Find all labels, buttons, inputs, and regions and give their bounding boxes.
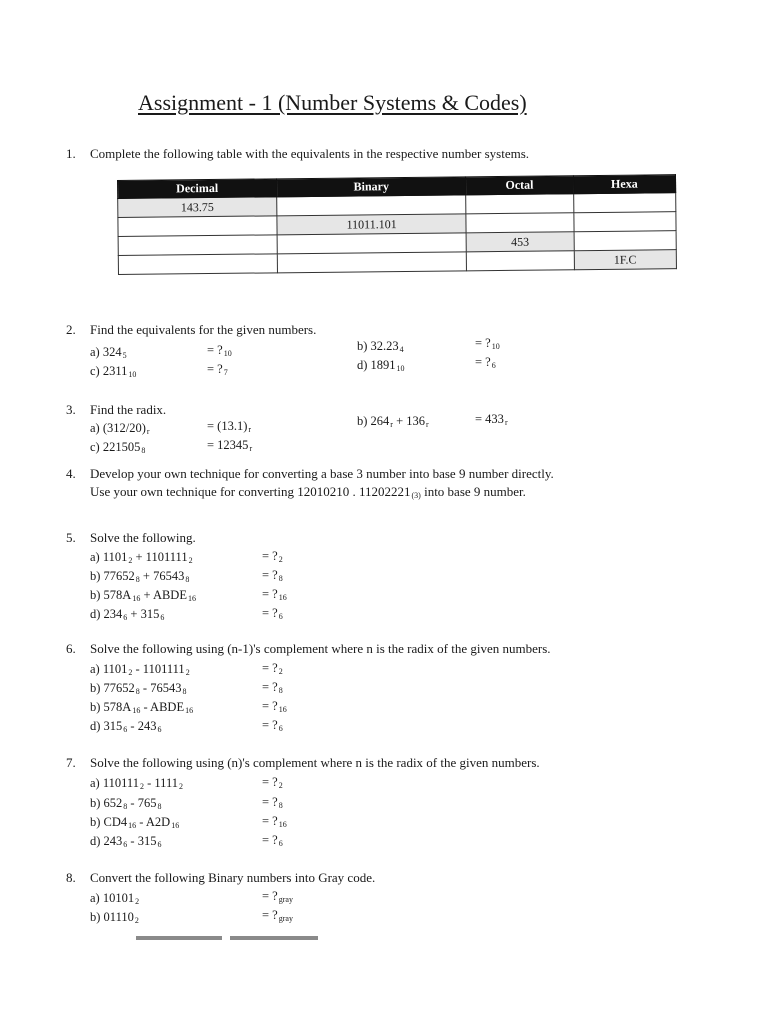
table-cell: 453 <box>466 232 574 252</box>
item-subscript: 8 <box>123 802 128 811</box>
header-octal: Octal <box>466 176 574 195</box>
q3-item-b <box>357 414 429 429</box>
result-subscript: r <box>504 418 508 427</box>
table-cell[interactable] <box>574 231 677 251</box>
header-decimal: Decimal <box>118 179 277 199</box>
q8-result-b <box>262 908 293 923</box>
result-subscript: gray <box>278 914 293 923</box>
result-label: = 433 <box>475 412 504 426</box>
item-operand: - 76543 <box>139 681 182 695</box>
question-number: 5. <box>66 530 76 545</box>
operand-subscript: 2 <box>178 782 183 791</box>
table-cell: 11011.101 <box>277 214 466 235</box>
footer-rule-right <box>230 936 318 940</box>
result-subscript: 16 <box>278 593 287 602</box>
question-text: Develop your own technique for converting a base 3 number into base 9 number directly. <box>90 466 554 481</box>
result-label: = ? <box>262 606 278 620</box>
operand-subscript: 16 <box>171 821 180 830</box>
item-subscript: 2 <box>134 916 139 925</box>
q2-item-c <box>90 364 136 379</box>
question-text: Solve the following using (n-1)'s complement where n is the radix of the given numbers. <box>90 641 551 656</box>
question-text: Use your own technique for converting 12010210 . 11202221 <box>90 484 411 499</box>
item-operand: + 76543 <box>139 569 185 583</box>
item-label: a) 1101 <box>90 550 128 564</box>
footer-rule-left <box>136 936 222 940</box>
result-label: = ? <box>475 355 491 369</box>
operand-subscript: 16 <box>185 706 194 715</box>
item-operand: + 136 <box>392 414 426 428</box>
result-label: = ? <box>262 833 278 847</box>
q7-item-d <box>90 834 161 849</box>
question-3 <box>66 402 166 418</box>
table-cell[interactable] <box>118 235 277 256</box>
result-subscript: r <box>248 425 252 434</box>
question-text: Solve the following using (n)'s complement where n is the radix of the given numbers. <box>90 755 540 770</box>
table-cell[interactable] <box>466 194 574 214</box>
q6-item-a <box>90 662 190 677</box>
q7-result-b <box>262 795 283 810</box>
q8-item-b <box>90 910 139 925</box>
result-subscript: 6 <box>278 612 283 621</box>
q8-result-a <box>262 889 293 904</box>
item-subscript: 8 <box>135 575 140 584</box>
result-label: = ? <box>475 336 491 350</box>
result-subscript: 10 <box>223 349 232 358</box>
result-subscript: 6 <box>278 839 283 848</box>
item-label: b) 77652 <box>90 681 135 695</box>
question-5 <box>66 530 196 546</box>
question-number: 1. <box>66 146 76 161</box>
q2-result-a <box>207 343 232 358</box>
item-subscript: 16 <box>132 594 141 603</box>
item-label: a) (312/20) <box>90 421 146 435</box>
item-operand: + 1101111 <box>132 550 188 564</box>
item-label: b) 01110 <box>90 910 134 924</box>
item-label: d) 234 <box>90 607 123 621</box>
result-subscript: 8 <box>278 801 283 810</box>
question-8 <box>66 870 375 886</box>
result-label: = ? <box>262 661 278 675</box>
item-label: d) 1891 <box>357 358 396 372</box>
q5-result-a <box>262 549 283 564</box>
question-number: 7. <box>66 755 76 770</box>
q6-item-b <box>90 681 186 696</box>
item-label: a) 110111 <box>90 776 139 790</box>
result-label: = ? <box>262 587 278 601</box>
question-text: Find the equivalents for the given numbers. <box>90 322 317 337</box>
q2-item-b <box>357 339 404 354</box>
item-label: b) 264 <box>357 414 390 428</box>
operand-subscript: 8 <box>157 802 162 811</box>
result-label: = ? <box>262 775 278 789</box>
item-subscript: 8 <box>135 687 140 696</box>
q6-result-b <box>262 680 283 695</box>
question-text: Complete the following table with the equivalents in the respective number systems. <box>90 146 530 161</box>
result-subscript: 7 <box>223 368 228 377</box>
operand-subscript: 6 <box>160 613 165 622</box>
question-6 <box>66 641 551 657</box>
q6-item-c <box>90 700 193 715</box>
item-label: a) 10101 <box>90 891 135 905</box>
item-label: b) 652 <box>90 796 123 810</box>
q3-item-a <box>90 421 150 436</box>
q2-item-d <box>357 358 405 373</box>
result-label: = ? <box>262 718 278 732</box>
operand-subscript: 6 <box>157 725 162 734</box>
table-cell[interactable] <box>573 193 676 213</box>
item-subscript: 16 <box>128 821 137 830</box>
result-label: = ? <box>262 680 278 694</box>
item-operand: - ABDE <box>140 700 185 714</box>
result-label: = ? <box>262 568 278 582</box>
question-text: into base 9 number. <box>420 484 526 499</box>
question-1 <box>66 146 529 162</box>
q2-item-a <box>90 345 127 360</box>
item-subscript: r <box>390 420 393 429</box>
question-number: 4. <box>66 466 76 481</box>
result-label: = ? <box>262 814 278 828</box>
table-cell[interactable] <box>277 252 466 273</box>
item-subscript: 4 <box>399 345 404 354</box>
operand-subscript: r <box>426 420 429 429</box>
q5-result-c <box>262 587 287 602</box>
q5-result-d <box>262 606 283 621</box>
result-subscript: 2 <box>278 555 283 564</box>
table-cell[interactable] <box>118 216 277 237</box>
item-subscript: 2 <box>128 668 133 677</box>
number-systems-table <box>117 174 677 275</box>
item-subscript: r <box>146 427 150 436</box>
q3-result-a <box>207 419 251 434</box>
item-label: b) 578A <box>90 700 132 714</box>
question-text: Find the radix. <box>90 402 167 417</box>
q7-result-a <box>262 775 283 790</box>
result-subscript: 2 <box>278 667 283 676</box>
item-operand: - 765 <box>127 796 157 810</box>
q7-result-d <box>262 833 283 848</box>
item-operand: - 1101111 <box>132 662 185 676</box>
q3-item-c <box>90 440 145 455</box>
operand-subscript: 2 <box>185 668 190 677</box>
q6-result-d <box>262 718 283 733</box>
result-subscript: gray <box>278 895 293 904</box>
result-label: = ? <box>262 908 278 922</box>
question-number: 6. <box>66 641 76 656</box>
question-2 <box>66 322 316 338</box>
q3-result-b <box>475 412 508 427</box>
q7-item-b <box>90 796 161 811</box>
header-binary: Binary <box>277 177 466 197</box>
table-cell[interactable] <box>573 212 676 232</box>
item-label: a) 1101 <box>90 662 128 676</box>
result-label: = ? <box>207 343 223 357</box>
q2-result-c <box>207 362 228 377</box>
q2-result-b <box>475 336 500 351</box>
question-text: Convert the following Binary numbers into Gray code. <box>90 870 376 885</box>
result-subscript: 16 <box>278 705 287 714</box>
result-subscript: 6 <box>278 724 283 733</box>
q2-result-d <box>475 355 496 370</box>
operand-subscript: 16 <box>187 594 196 603</box>
question-text: Solve the following. <box>90 530 196 545</box>
item-label: b) 77652 <box>90 569 135 583</box>
item-subscript: 2 <box>135 897 140 906</box>
q5-item-a <box>90 550 193 565</box>
item-operand: - 1111 <box>143 776 178 790</box>
question-number: 3. <box>66 402 76 417</box>
q5-item-d <box>90 607 164 622</box>
page-title: Assignment - 1 (Number Systems & Codes) <box>138 90 527 115</box>
result-subscript: 10 <box>491 342 500 351</box>
result-label: = ? <box>262 549 278 563</box>
q5-item-b <box>90 569 189 584</box>
result-label: = 12345 <box>207 438 249 452</box>
question-number: 8. <box>66 870 76 885</box>
item-label: d) 243 <box>90 834 123 848</box>
q5-result-b <box>262 568 283 583</box>
result-label: = ? <box>207 362 223 376</box>
result-label: = ? <box>262 795 278 809</box>
item-operand: + ABDE <box>140 588 187 602</box>
item-label: d) 315 <box>90 719 123 733</box>
q7-result-c <box>262 814 287 829</box>
table-cell: 143.75 <box>118 197 277 218</box>
operand-subscript: 8 <box>182 687 187 696</box>
question-7 <box>66 755 540 771</box>
result-subscript: 8 <box>278 686 283 695</box>
q7-item-a <box>90 776 183 791</box>
operand-subscript: 6 <box>157 840 162 849</box>
table-cell: 1F.C <box>574 250 677 270</box>
q7-item-c <box>90 815 179 830</box>
result-label: = ? <box>262 889 278 903</box>
question-4 <box>66 466 554 482</box>
item-subscript: 6 <box>123 613 128 622</box>
item-subscript: 8 <box>141 446 146 455</box>
result-label: = ? <box>262 699 278 713</box>
table-cell[interactable] <box>277 195 466 216</box>
item-label: b) CD4 <box>90 815 128 829</box>
item-subscript: 6 <box>123 725 128 734</box>
table-cell[interactable] <box>466 213 574 233</box>
q6-result-a <box>262 661 283 676</box>
base-subscript: (3) <box>411 491 421 500</box>
table-cell[interactable] <box>277 233 466 254</box>
item-subscript: 6 <box>123 840 128 849</box>
item-label: a) 324 <box>90 345 122 359</box>
item-subscript: 2 <box>139 782 144 791</box>
question-4-line-2 <box>90 484 526 500</box>
operand-subscript: 8 <box>185 575 190 584</box>
item-label: c) 2311 <box>90 364 128 378</box>
result-subscript: 6 <box>491 361 496 370</box>
q6-result-c <box>262 699 287 714</box>
operand-subscript: 2 <box>188 556 193 565</box>
item-subscript: 5 <box>122 351 127 360</box>
q5-item-c <box>90 588 196 603</box>
item-operand: - A2D <box>136 815 171 829</box>
result-subscript: 16 <box>278 820 287 829</box>
table-cell[interactable] <box>118 254 277 275</box>
item-subscript: 10 <box>128 370 137 379</box>
item-operand: - 243 <box>127 719 157 733</box>
result-subscript: 8 <box>278 574 283 583</box>
item-subscript: 10 <box>396 364 405 373</box>
item-operand: - 315 <box>127 834 157 848</box>
header-hexa: Hexa <box>573 175 676 194</box>
item-label: b) 578A <box>90 588 132 602</box>
result-label: = (13.1) <box>207 419 248 433</box>
q8-item-a <box>90 891 139 906</box>
q6-item-d <box>90 719 161 734</box>
result-subscript: r <box>249 444 253 453</box>
question-number: 2. <box>66 322 76 337</box>
item-operand: + 315 <box>127 607 160 621</box>
q3-result-c <box>207 438 252 453</box>
result-subscript: 2 <box>278 781 283 790</box>
item-label: b) 32.23 <box>357 339 399 353</box>
item-label: c) 221505 <box>90 440 141 454</box>
table-cell[interactable] <box>467 251 575 271</box>
item-subscript: 16 <box>132 706 141 715</box>
item-subscript: 2 <box>128 556 133 565</box>
